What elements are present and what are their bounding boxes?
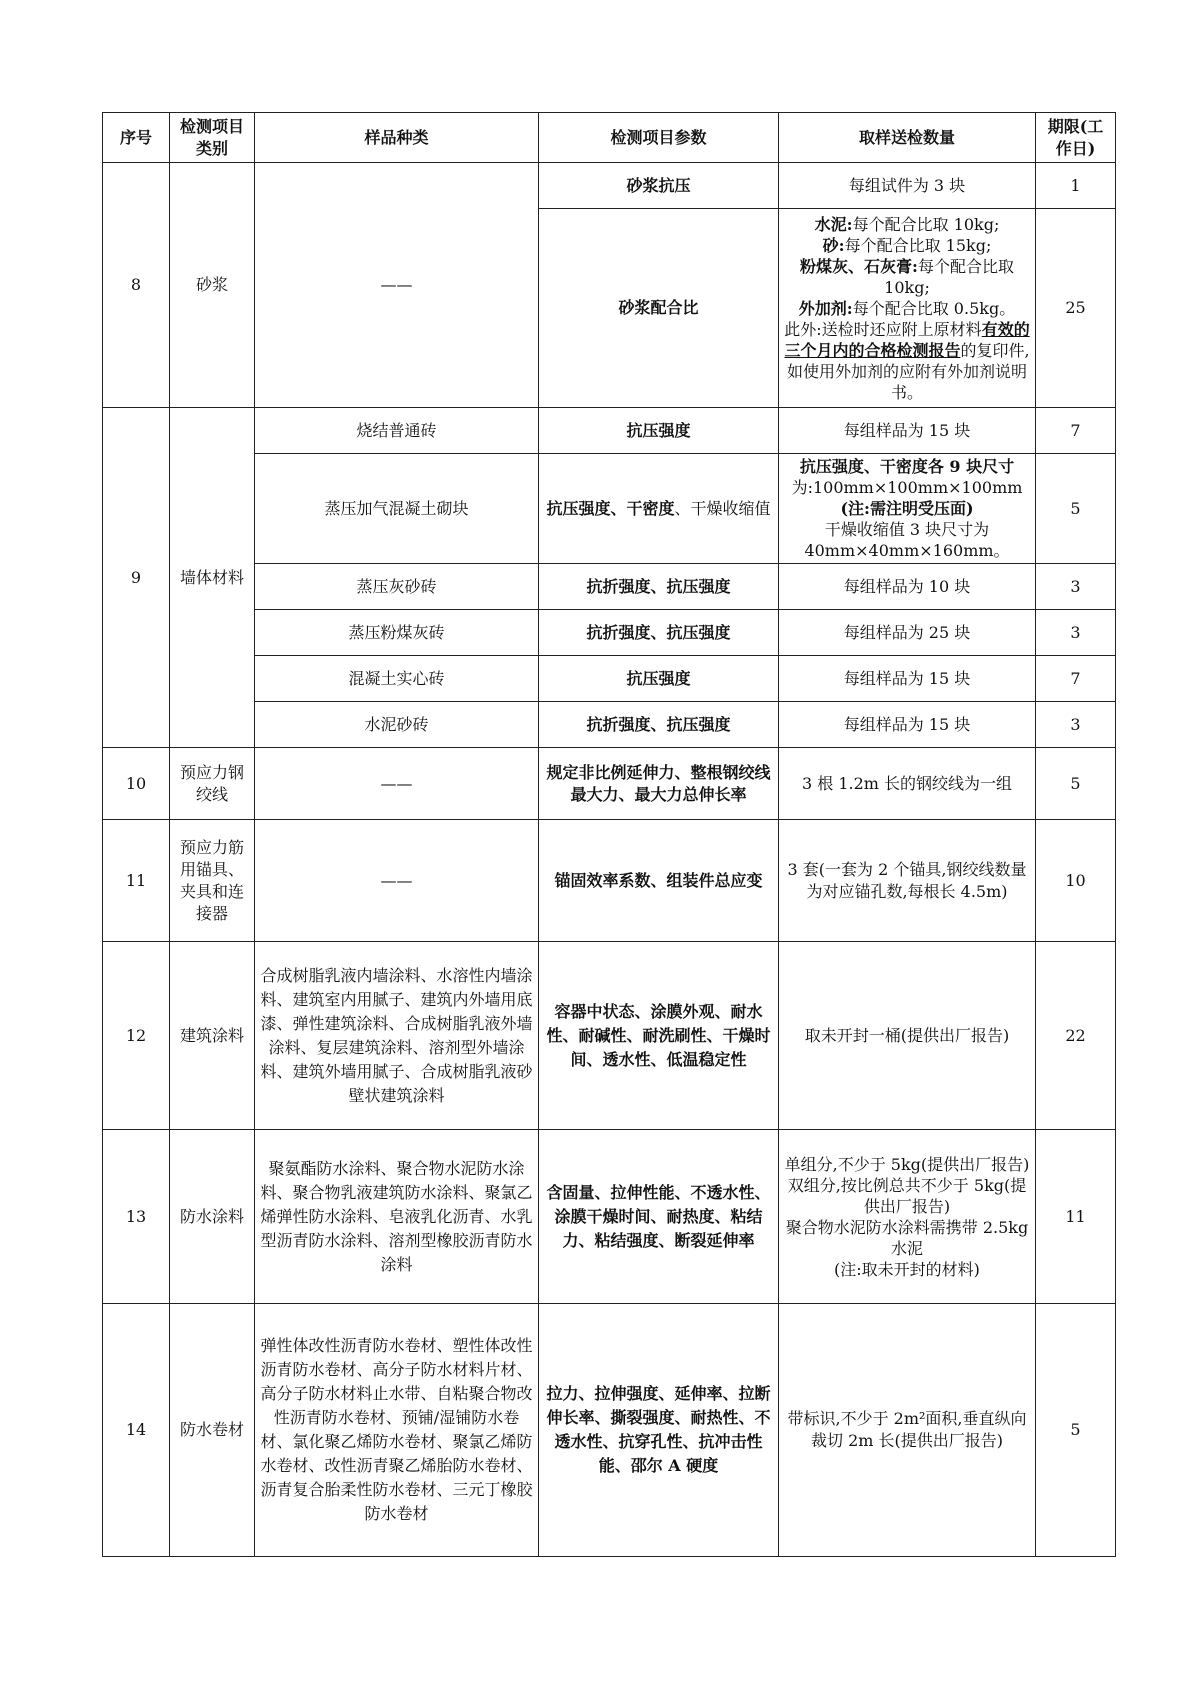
header-params: 检测项目参数 — [539, 113, 779, 163]
row-days: 7 — [1036, 408, 1116, 454]
row-quantity: 取未开封一桶(提供出厂报告) — [779, 942, 1036, 1130]
row-sample: 蒸压粉煤灰砖 — [255, 610, 539, 656]
table-row — [103, 1130, 1116, 1304]
qty-line-2: (注:需注明受压面) — [840, 499, 974, 518]
row-quantity: 每组样品为 15 块 — [779, 702, 1036, 748]
row-sample: —— — [255, 163, 539, 408]
row-sample: —— — [255, 820, 539, 942]
params-rest: 、干燥收缩值 — [674, 498, 771, 518]
row-category: 防水涂料 — [170, 1130, 255, 1304]
row-params: 锚固效率系数、组装件总应变 — [539, 820, 779, 942]
row-days: 7 — [1036, 656, 1116, 702]
qty-line-1: 为:100mm×100mm×100mm — [791, 478, 1023, 497]
header-row — [103, 113, 1116, 163]
qty-sand: 每个配合比取 15kg; — [844, 235, 992, 255]
qty-admixture: 每个配合比取 0.5kg。 — [852, 298, 1016, 318]
row-sample: 蒸压加气混凝土砌块 — [255, 454, 539, 564]
table-row — [103, 656, 1116, 702]
row-sample: 水泥砂砖 — [255, 702, 539, 748]
row-seq: 13 — [103, 1130, 170, 1304]
row-category: 预应力钢绞线 — [170, 748, 255, 820]
row-category: 墙体材料 — [170, 408, 255, 748]
inspection-table — [102, 112, 1116, 1557]
row-sample: 蒸压灰砂砖 — [255, 564, 539, 610]
row-quantity: 带标识,不少于 2m²面积,垂直纵向裁切 2m 长(提供出厂报告) — [779, 1304, 1036, 1557]
qty-line-1: 单组分,不少于 5kg(提供出厂报告) — [784, 1154, 1030, 1174]
qty-note: 此外:送检时还应附上原材料 — [784, 319, 982, 339]
row-params: 容器中状态、涂膜外观、耐水性、耐碱性、耐洗刷性、干燥时间、透水性、低温稳定性 — [539, 942, 779, 1130]
row-sample: —— — [255, 748, 539, 820]
row-seq: 12 — [103, 942, 170, 1130]
row-category: 防水卷材 — [170, 1304, 255, 1557]
row-params: 砂浆抗压 — [539, 163, 779, 209]
qty-cement: 每个配合比取 10kg; — [852, 214, 1000, 234]
row-sample: 合成树脂乳液内墙涂料、水溶性内墙涂料、建筑室内用腻子、建筑内外墙用底漆、弹性建筑涂料、合成树脂乳液外墙涂料、复层建筑涂料、溶剂型外墙涂料、建筑外墙用腻子、合成树脂乳液砂壁状建筑涂料 — [255, 942, 539, 1130]
row-days: 5 — [1036, 748, 1116, 820]
row-seq: 11 — [103, 820, 170, 942]
row-category: 砂浆 — [170, 163, 255, 408]
row-category: 建筑涂料 — [170, 942, 255, 1130]
row-days: 1 — [1036, 163, 1116, 209]
qty-line-2: 双组分,按比例总共不少于 5kg(提供出厂报告) — [787, 1175, 1027, 1216]
row-params: 抗折强度、抗压强度 — [539, 702, 779, 748]
row-days: 5 — [1036, 1304, 1116, 1557]
row-quantity: 每组试件为 3 块 — [779, 163, 1036, 209]
row-quantity: 3 套(一套为 2 个锚具,钢绞线数量为对应锚孔数,每根长 4.5m) — [779, 820, 1036, 942]
row-days: 10 — [1036, 820, 1116, 942]
qty-line-1-bold: 抗压强度、干密度各 9 块尺寸 — [799, 457, 1015, 476]
row-category: 预应力筋用锚具、夹具和连接器 — [170, 820, 255, 942]
row-quantity — [779, 1130, 1036, 1304]
row-sample: 烧结普通砖 — [255, 408, 539, 454]
header-category: 检测项目类别 — [170, 113, 255, 163]
row-params: 规定非比例延伸力、整根钢绞线最大力、最大力总伸长率 — [539, 748, 779, 820]
header-quantity: 取样送检数量 — [779, 113, 1036, 163]
qty-line-3: 干燥收缩值 3 块尺寸为 40mm×40mm×160mm。 — [804, 520, 1010, 560]
qty-note-tail: 的复印件,如使用外加剂的应附有外加剂说明书。 — [786, 340, 1030, 402]
params-bold: 抗压强度、干密度 — [546, 498, 675, 518]
table-row — [103, 1304, 1116, 1557]
row-params: 抗压强度 — [539, 408, 779, 454]
table-row — [103, 702, 1116, 748]
row-params: 抗折强度、抗压强度 — [539, 610, 779, 656]
table-row — [103, 942, 1116, 1130]
table-row — [103, 820, 1116, 942]
qty-flyash-label: 粉煤灰、石灰膏: — [800, 256, 918, 276]
row-days: 3 — [1036, 702, 1116, 748]
row-params: 抗折强度、抗压强度 — [539, 564, 779, 610]
qty-note-emphasis: 有效的三个月内的合格检测报告 — [784, 319, 1030, 360]
row-params: 含固量、拉伸性能、不透水性、涂膜干燥时间、耐热度、粘结力、粘结强度、断裂延伸率 — [539, 1130, 779, 1304]
header-seq: 序号 — [103, 113, 170, 163]
row-params: 砂浆配合比 — [539, 209, 779, 408]
row-quantity: 3 根 1.2m 长的钢绞线为一组 — [779, 748, 1036, 820]
table-row — [103, 564, 1116, 610]
table-row — [103, 454, 1116, 564]
row-quantity: 每组样品为 15 块 — [779, 408, 1036, 454]
row-quantity: 每组样品为 10 块 — [779, 564, 1036, 610]
row-seq: 14 — [103, 1304, 170, 1557]
row-days: 3 — [1036, 610, 1116, 656]
row-quantity — [779, 209, 1036, 408]
table-row — [103, 408, 1116, 454]
row-params — [539, 454, 779, 564]
row-days: 22 — [1036, 942, 1116, 1130]
table-row — [103, 748, 1116, 820]
row-days: 25 — [1036, 209, 1116, 408]
row-days: 5 — [1036, 454, 1116, 564]
row-quantity: 每组样品为 25 块 — [779, 610, 1036, 656]
qty-line-4: (注:取未开封的材料) — [834, 1259, 980, 1279]
row-params: 抗压强度 — [539, 656, 779, 702]
header-sample: 样品种类 — [255, 113, 539, 163]
row-quantity — [779, 454, 1036, 564]
row-sample: 混凝土实心砖 — [255, 656, 539, 702]
row-days: 3 — [1036, 564, 1116, 610]
qty-admixture-label: 外加剂: — [798, 298, 853, 318]
table-row — [103, 610, 1116, 656]
row-days: 11 — [1036, 1130, 1116, 1304]
row-seq: 9 — [103, 408, 170, 748]
row-seq: 8 — [103, 163, 170, 408]
row-seq: 10 — [103, 748, 170, 820]
qty-cement-label: 水泥: — [814, 214, 853, 234]
row-sample: 聚氨酯防水涂料、聚合物水泥防水涂料、聚合物乳液建筑防水涂料、聚氯乙烯弹性防水涂料、皂液乳化沥青、水乳型沥青防水涂料、溶剂型橡胶沥青防水涂料 — [255, 1130, 539, 1304]
row-sample: 弹性体改性沥青防水卷材、塑性体改性沥青防水卷材、高分子防水材料片材、高分子防水材料止水带、自粘聚合物改性沥青防水卷材、预铺/湿铺防水卷材、氯化聚乙烯防水卷材、聚氯乙烯防水卷材、改性沥青聚乙烯胎防水卷材、沥青复合胎柔性防水卷材、三元丁橡胶防水卷材 — [255, 1304, 539, 1557]
qty-flyash: 每个配合比取 10kg; — [884, 256, 1014, 297]
row-quantity: 每组样品为 15 块 — [779, 656, 1036, 702]
qty-sand-label: 砂: — [822, 235, 845, 255]
row-params: 拉力、拉伸强度、延伸率、拉断伸长率、撕裂强度、耐热性、不透水性、抗穿孔性、抗冲击性能、邵尔 A 硬度 — [539, 1304, 779, 1557]
table-row — [103, 163, 1116, 209]
header-period: 期限(工作日) — [1036, 113, 1116, 163]
qty-line-3: 聚合物水泥防水涂料需携带 2.5kg 水泥 — [785, 1217, 1029, 1258]
